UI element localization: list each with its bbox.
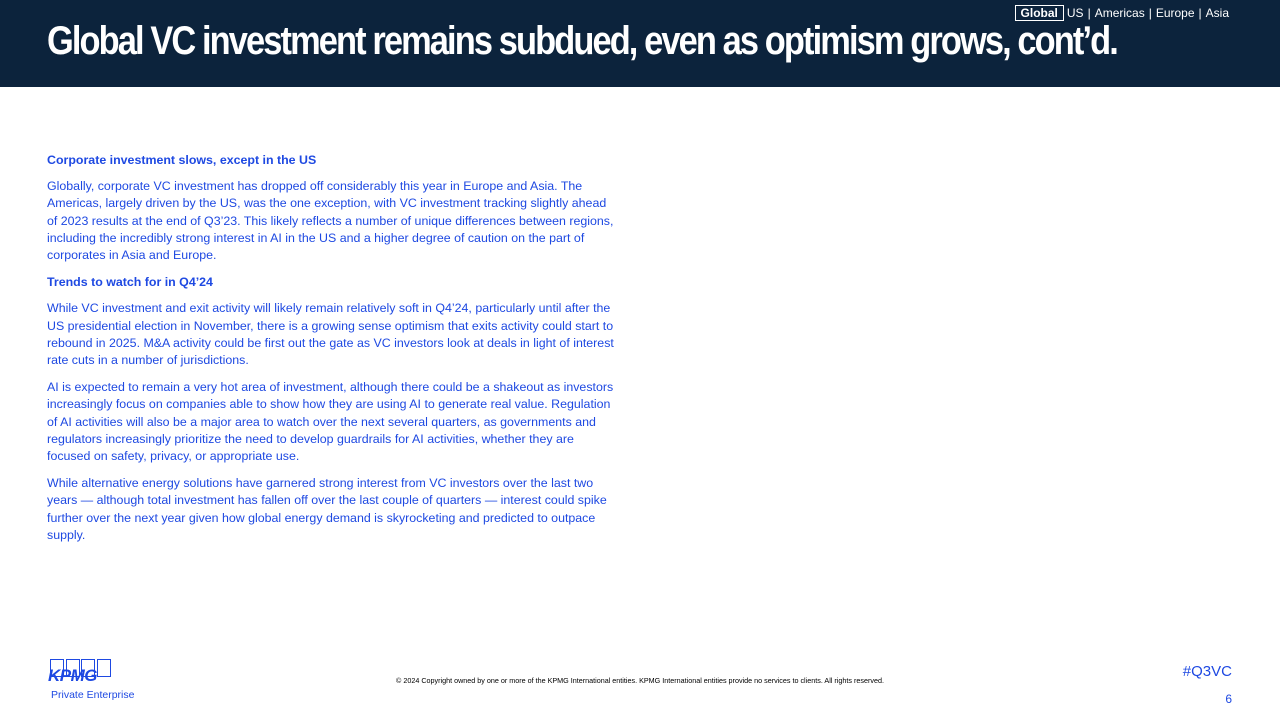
nav-separator: | (1148, 5, 1152, 20)
nav-asia[interactable]: Asia (1205, 5, 1229, 20)
body-content (47, 152, 617, 554)
page-title: Global VC investment remains subdued, even as optimism grows, cont’d. (47, 19, 1117, 63)
logo-subtitle: Private Enterprise (51, 689, 135, 701)
paragraph-energy: While alternative energy solutions have garnered strong interest from VC investors over the last two years — although total investment has fallen off over the last couple of quarters — interest could spike further over the next year given how global energy demand is skyrocketing and predicted to outpace supply. (47, 476, 607, 542)
nav-separator: | (1087, 5, 1091, 20)
nav-americas[interactable]: Americas (1094, 5, 1145, 20)
nav-europe[interactable]: Europe (1155, 5, 1195, 20)
region-nav (1015, 4, 1232, 21)
hashtag-label: #Q3VC (1182, 663, 1232, 680)
logo-wordmark: KPMG (48, 666, 97, 685)
section-heading-corporate: Corporate investment slows, except in the US (47, 153, 317, 167)
nav-us[interactable]: US (1066, 5, 1084, 20)
page-number: 6 (1225, 692, 1232, 706)
nav-global[interactable]: Global (1015, 5, 1064, 21)
header-bar (0, 0, 1280, 87)
copyright-notice: © 2024 Copyright owned by one or more of the KPMG International entities. KPMG International entities provide no services to clients. All rights reserved. (396, 676, 884, 685)
paragraph-exits: While VC investment and exit activity will likely remain relatively soft in Q4’24, particularly until after the US presidential election in November, there is a growing sense optimism that exits activity could start to rebound in 2025. M&A activity could be first out the gate as VC investors look at deals in light of interest rate cuts in a number of jurisdictions. (47, 301, 614, 368)
section-heading-trends: Trends to watch for in Q4’24 (47, 275, 213, 290)
paragraph-ai: AI is expected to remain a very hot area of investment, although there could be a shakeout as investors increasingly focus on companies able to show how they are using AI to generate real value. Regulation of AI activities will also be a major area to watch over the next several quarters, as governments and regulators increasingly prioritize the need to develop guardrails for AI activities, whether they are focused on safety, privacy, or appropriate use. (47, 380, 614, 464)
nav-separator: | (1198, 5, 1202, 20)
paragraph-corporate: Globally, corporate VC investment has dropped off considerably this year in Europe and Asia. The Americas, largely driven by the US, was the one exception, with VC investment tracking slightly ahead of 2023 results at the end of Q3’23. This likely reflects a number of unique differences between regions, including the incredibly strong interest in AI in the US and a higher degree of caution on the part of corporates in Asia and Europe. (47, 179, 614, 263)
